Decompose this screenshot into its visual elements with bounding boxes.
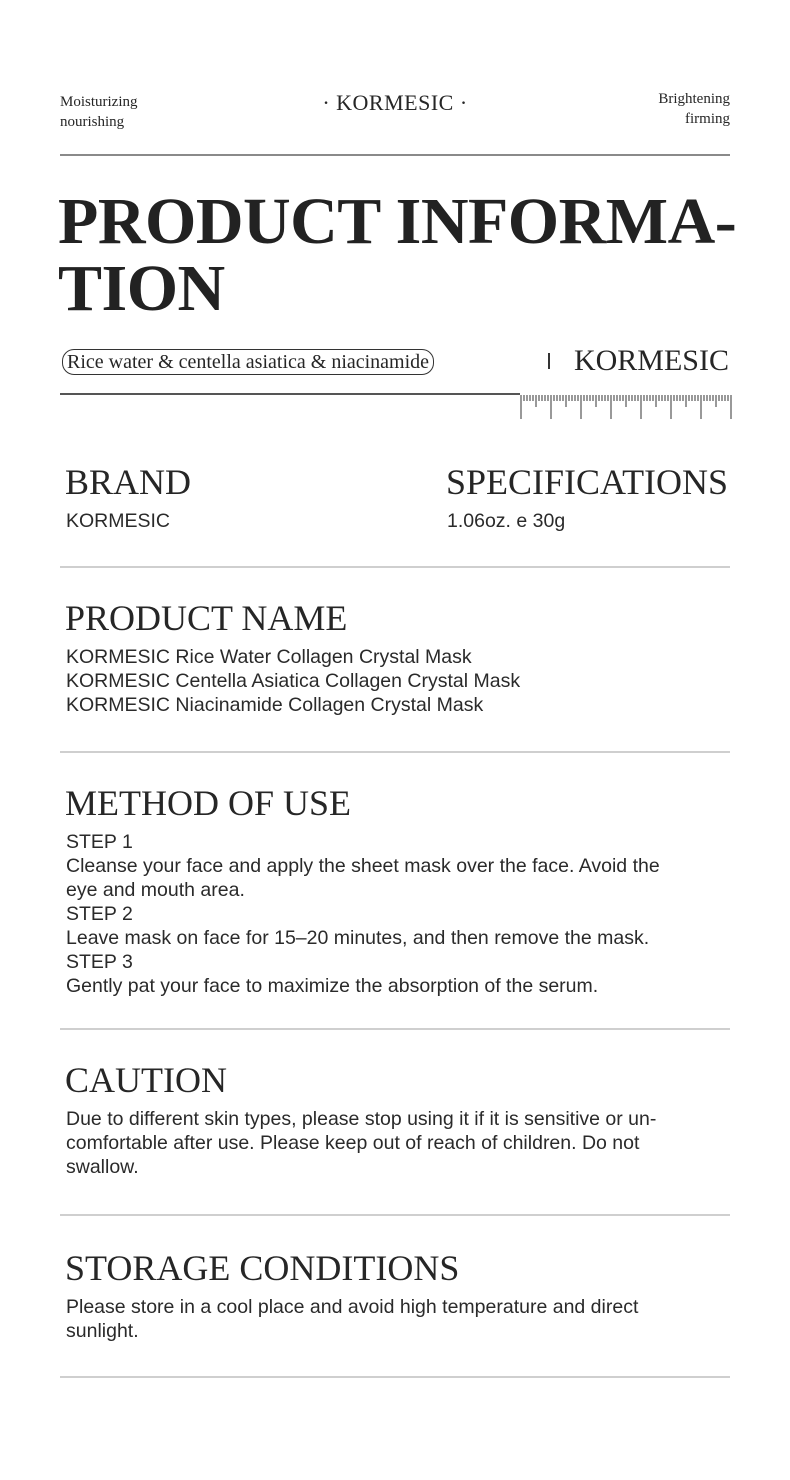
section-divider — [60, 1376, 730, 1378]
caution-line: comfortable after use. Please keep out of reach of children. Do not — [66, 1132, 640, 1154]
method-line: Gently pat your face to maximize the absorption of the serum. — [66, 975, 599, 997]
product-name-list — [66, 645, 520, 717]
section-divider — [60, 1214, 730, 1216]
brand-heading: BRAND — [65, 462, 192, 502]
caution-text — [66, 1107, 656, 1179]
tagline-divider — [60, 393, 520, 395]
caution-heading: CAUTION — [65, 1060, 227, 1100]
page-title-line2: TION — [58, 252, 225, 325]
section-divider — [60, 1028, 730, 1030]
storage-heading: STORAGE CONDITIONS — [65, 1248, 460, 1288]
separator-bar — [548, 353, 550, 369]
ruler-graphic — [520, 393, 732, 419]
method-line: Cleanse your face and apply the sheet mask over the face. Avoid the — [66, 855, 660, 877]
ingredients-pill: Rice water & centella asiatica & niacinamide — [62, 349, 434, 375]
product-name-heading: PRODUCT NAME — [65, 598, 348, 638]
method-line: STEP 1 — [66, 831, 133, 853]
header-right-line1: Brightening — [658, 91, 730, 107]
specifications-heading: SPECIFICATIONS — [446, 462, 729, 502]
method-line: STEP 2 — [66, 903, 133, 925]
tagline-brand: KORMESIC — [573, 344, 729, 377]
method-text — [66, 830, 660, 998]
storage-line: sunlight. — [66, 1320, 139, 1342]
header-divider — [60, 154, 730, 156]
header-left-line1: Moisturizing — [60, 94, 138, 110]
storage-text — [66, 1295, 638, 1343]
section-divider — [60, 566, 730, 568]
specifications-value: 1.06oz. e 30g — [447, 510, 566, 532]
brand-value: KORMESIC — [66, 510, 171, 532]
product-name-line: KORMESIC Centella Asiatica Collagen Crystal Mask — [66, 670, 521, 692]
method-line: eye and mouth area. — [66, 879, 245, 901]
header-left-line2: nourishing — [60, 114, 125, 130]
method-line: STEP 3 — [66, 951, 133, 973]
header-brand: · KORMESIC · — [322, 90, 468, 115]
product-name-line: KORMESIC Rice Water Collagen Crystal Mask — [66, 646, 472, 668]
product-name-line: KORMESIC Niacinamide Collagen Crystal Mask — [66, 694, 484, 716]
caution-line: Due to different skin types, please stop using it if it is sensitive or un- — [66, 1108, 657, 1130]
header-right-line2: firming — [685, 111, 730, 127]
caution-line: swallow. — [66, 1156, 139, 1178]
method-heading: METHOD OF USE — [65, 783, 352, 823]
section-divider — [60, 751, 730, 753]
header-right-text — [658, 89, 730, 129]
storage-line: Please store in a cool place and avoid high temperature and direct — [66, 1296, 639, 1318]
method-line: Leave mask on face for 15–20 minutes, and then remove the mask. — [66, 927, 650, 949]
page-title-line1: PRODUCT INFORMA- — [58, 185, 737, 258]
page-title — [58, 185, 748, 325]
